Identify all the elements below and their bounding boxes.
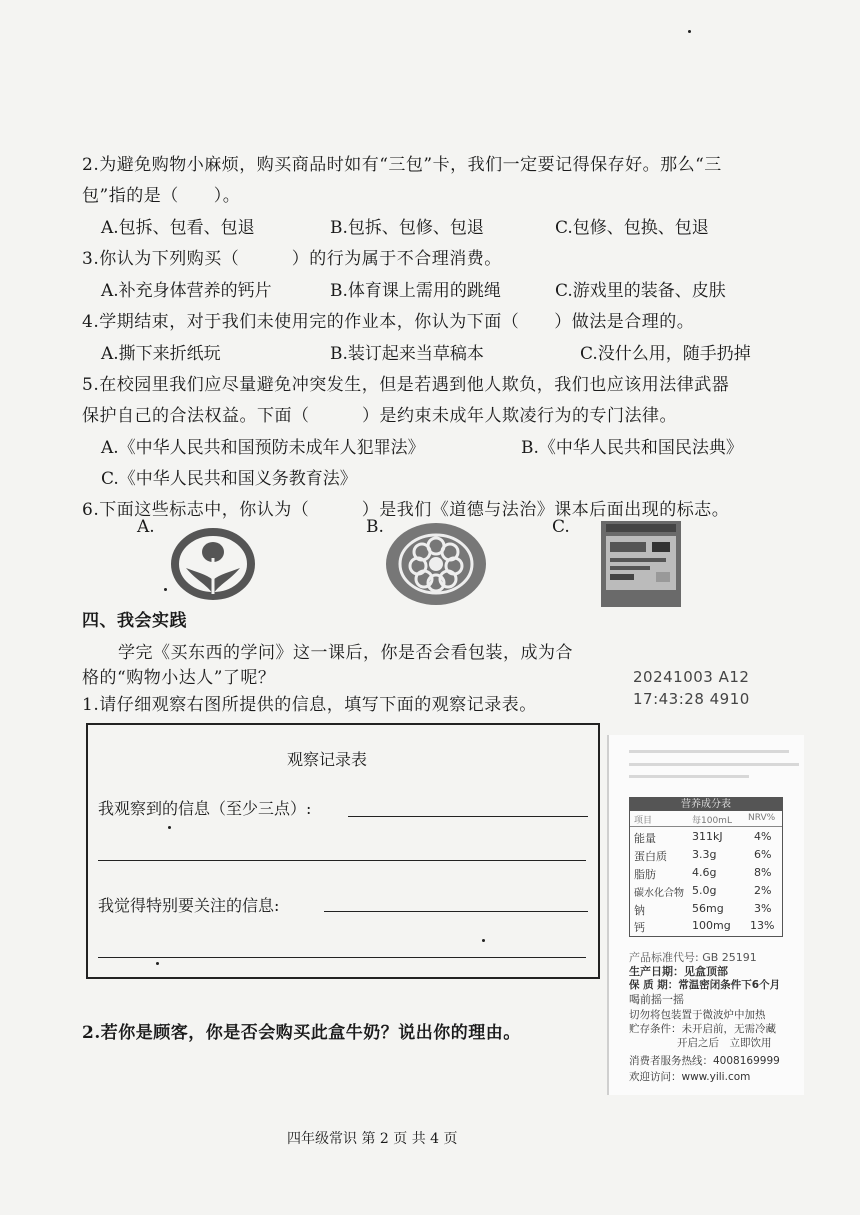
q5-line1: 5.在校园里我们应尽量避免冲突发生，但是若遇到他人欺负，我们也应该用法律武器 [82, 375, 730, 395]
storage-note-2: 开启之后 立即饮用 [677, 1037, 772, 1049]
q5-option-b: B.《中华人民共和国民法典》 [521, 438, 743, 458]
q4-line1: 4.学期结束，对于我们未使用完的作业本，你认为下面（ ）做法是合理的。 [82, 312, 695, 332]
nutrition-row-value: 311kJ [692, 830, 723, 843]
nutrition-col-per100: 每100mL [692, 816, 732, 826]
q2-line2: 包”指的是（ ）。 [82, 186, 241, 206]
nutrition-row-name: 脂肪 [634, 868, 656, 881]
nutrition-row-value: 3.3g [692, 848, 717, 861]
q2-line1: 2.为避免购物小麻烦，购买商品时如有“三包”卡，我们一定要记得保存好。那么“三 [82, 155, 722, 175]
logo-b-icon [384, 521, 488, 607]
q4-option-b: B.装订起来当草稿本 [330, 344, 484, 364]
carton-stamp-line1: 20241003 A12 [633, 668, 750, 686]
q5-option-a: A.《中华人民共和国预防未成年人犯罪法》 [101, 438, 425, 458]
shelf-life: 保 质 期：常温密闭条件下6个月 [629, 979, 781, 991]
q2-option-b: B.包拆、包修、包退 [330, 218, 484, 238]
attention-info-line-2[interactable] [98, 957, 586, 958]
attention-info-label: 我觉得特别要关注的信息: [98, 896, 280, 915]
task2-text: 2.若你是顾客，你是否会购买此盒牛奶？说出你的理由。 [82, 1023, 521, 1043]
q3-option-b: B.体育课上需用的跳绳 [330, 281, 501, 301]
nutrition-row-nrv: 3% [754, 902, 772, 915]
observed-info-label: 我观察到的信息（至少三点）: [98, 799, 312, 818]
attention-info-line-1[interactable] [324, 911, 588, 912]
nutrition-row-nrv: 13% [750, 919, 775, 932]
q2-option-a: A.包拆、包看、包退 [101, 218, 255, 238]
storage-note-1: 贮存条件：未开启前，无需冷藏 [629, 1023, 776, 1035]
nutrition-row-nrv: 2% [754, 884, 772, 897]
q5-line2: 保护自己的合法权益。下面（ ）是约束未成年人欺凌行为的专门法律。 [82, 406, 677, 426]
logo-c-icon [600, 520, 682, 608]
q3-option-a: A.补充身体营养的钙片 [101, 281, 272, 301]
nutrition-header: 营养成分表 [630, 798, 782, 811]
logo-a-icon [168, 528, 258, 600]
nutrition-row-value: 56mg [692, 902, 724, 915]
q6-option-b-label: B. [366, 517, 384, 537]
nutrition-row-name: 钙 [634, 921, 645, 934]
nutrition-row-nrv: 4% [754, 830, 772, 843]
speck [688, 30, 691, 33]
nutrition-row-name: 钠 [634, 904, 645, 917]
section4-intro-line1: 学完《买东西的学问》这一课后，你是否会看包装，成为合 [118, 643, 573, 663]
website: 欢迎访问：www.yili.com [629, 1071, 751, 1083]
milk-carton-label [607, 735, 804, 1095]
nutrition-row-nrv: 8% [754, 866, 772, 879]
section4-intro-line2: 格的“购物小达人”了呢？ [82, 668, 276, 688]
speck [164, 588, 167, 591]
q4-option-c: C.没什么用，随手扔掉 [580, 344, 751, 364]
nutrition-row-value: 5.0g [692, 884, 717, 897]
q3-line1: 3.你认为下列购买（ ）的行为属于不合理消费。 [82, 249, 502, 269]
microwave-note: 切勿将包装置于微波炉中加热 [629, 1009, 766, 1021]
task1-text: 1.请仔细观察右图所提供的信息，填写下面的观察记录表。 [82, 695, 537, 715]
speck [156, 962, 159, 965]
product-standard: 产品标准代号: GB 25191 [629, 951, 757, 964]
shake-note: 喝前摇一摇 [629, 993, 684, 1006]
q6-option-a-label: A. [137, 517, 155, 537]
page-footer: 四年级常识 第 2 页 共 4 页 [287, 1131, 458, 1147]
record-title: 观察记录表 [287, 750, 368, 769]
q3-option-c: C.游戏里的装备、皮肤 [555, 281, 726, 301]
speck [168, 826, 171, 829]
nutrition-row-name: 蛋白质 [634, 850, 667, 863]
nutrition-row-value: 4.6g [692, 866, 717, 879]
nutrition-row-name: 能量 [634, 832, 656, 845]
nutrition-row-name: 碳水化合物 [634, 888, 684, 899]
carton-stamp-line2: 17:43:28 4910 [633, 690, 750, 708]
q5-option-c: C.《中华人民共和国义务教育法》 [101, 469, 357, 489]
q4-option-a: A.撕下来折纸玩 [101, 344, 221, 364]
nutrition-col-nrv: NRV% [748, 813, 776, 823]
observed-info-line-1[interactable] [348, 816, 588, 817]
consumer-hotline: 消费者服务热线：4008169999 [629, 1055, 780, 1067]
nutrition-table [629, 797, 783, 937]
section4-heading: 四、我会实践 [82, 611, 187, 631]
observation-record-table [86, 723, 600, 979]
observed-info-line-2[interactable] [98, 860, 586, 861]
q6-option-c-label: C. [552, 517, 570, 537]
q2-option-c: C.包修、包换、包退 [555, 218, 709, 238]
production-date: 生产日期：见盒顶部 [629, 965, 728, 978]
nutrition-row-nrv: 6% [754, 848, 772, 861]
nutrition-col-item: 项目 [634, 816, 653, 826]
q6-line1: 6.下面这些标志中，你认为（ ）是我们《道德与法治》课本后面出现的标志。 [82, 500, 730, 520]
nutrition-row-value: 100mg [692, 919, 731, 932]
speck [482, 939, 485, 942]
